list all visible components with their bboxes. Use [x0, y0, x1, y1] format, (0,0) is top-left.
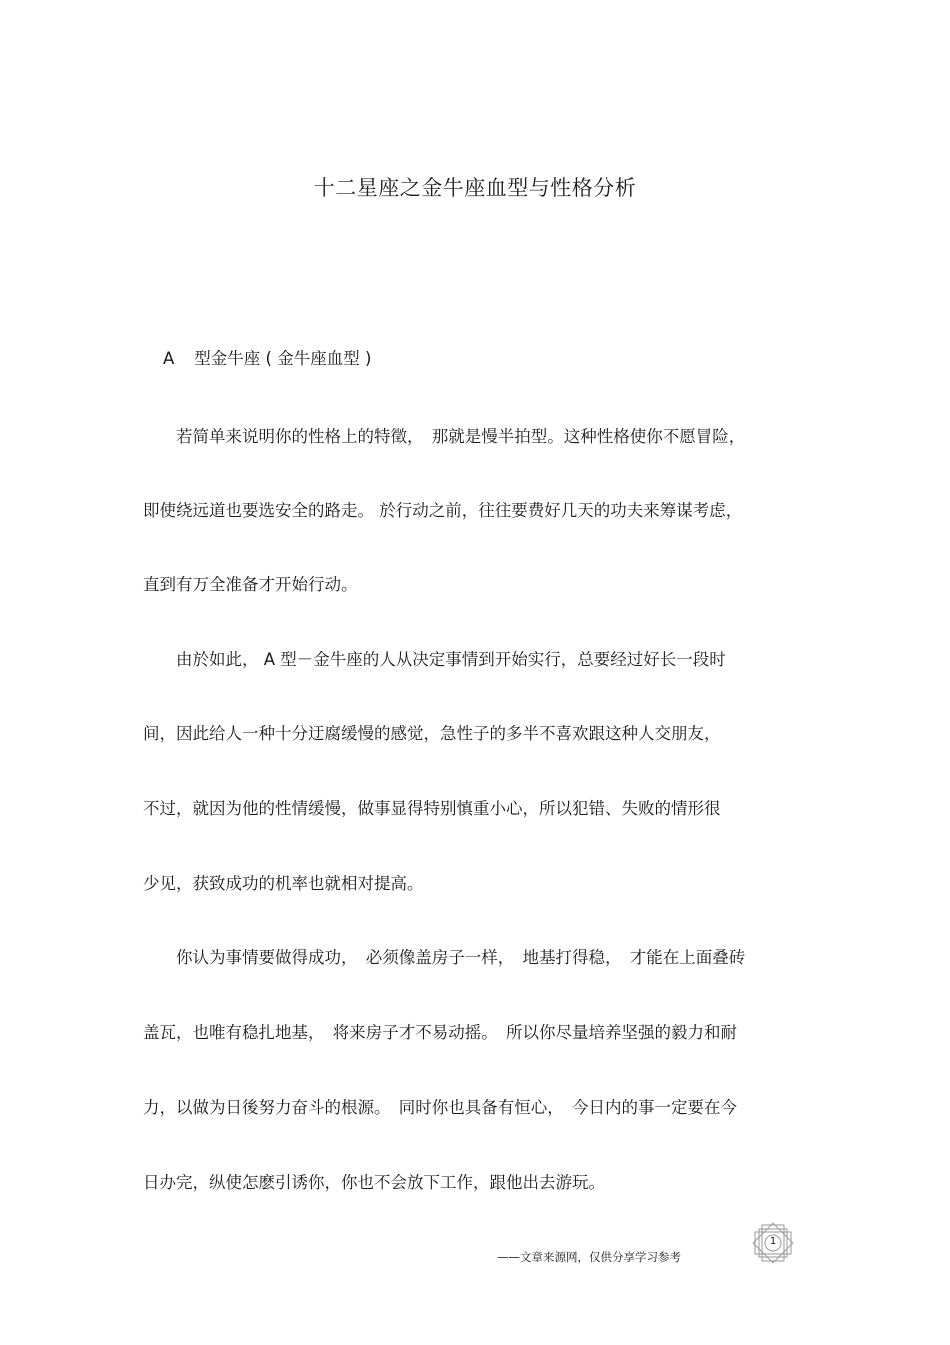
- body-line: 即使绕远道也要选安全的路走。 於行动之前，往往要费好几天的功夫来筹谋考虑，: [143, 501, 743, 520]
- body-line: 力，以做为日後努力奋斗的根源。 同时你也具备有恒心， 今日内的事一定要在今: [143, 1098, 737, 1117]
- body-line: 不过，就因为他的性情缓慢，做事显得特别慎重小心，所以犯错、失败的情形很: [143, 799, 721, 818]
- section-heading-text: 型金牛座 ( 金牛座血型 ): [194, 349, 372, 368]
- body-line: 由於如此， A 型－金牛座的人从决定事情到开始实行，总要经过好长一段时: [143, 650, 726, 669]
- body-line: 间，因此给人一种十分迂腐缓慢的感觉，急性子的多半不喜欢跟这种人交朋友，: [143, 724, 721, 743]
- body-line: 直到有万全准备才开始行动。: [143, 575, 358, 594]
- section-letter: A: [163, 349, 175, 368]
- page-number: 1: [769, 1236, 777, 1247]
- document-title: 十二星座之金牛座血型与性格分析: [313, 176, 637, 200]
- body-line: 日办完，纵使怎麽引诱你，你也不会放下工作，跟他出去游玩。: [143, 1173, 605, 1192]
- body-line: 盖瓦，也唯有稳扎地基， 将来房子才不易动摇。 所以你尽量培养坚强的毅力和耐: [143, 1023, 737, 1042]
- footer-source-note: ——文章来源网，仅供分享学习参考: [497, 1250, 681, 1264]
- body-line: 若简单来说明你的性格上的特徵， 那就是慢半拍型。这种性格使你不愿冒险，: [143, 427, 746, 446]
- section-heading: [163, 347, 371, 371]
- body-line: 少见，获致成功的机率也就相对提高。: [143, 874, 424, 893]
- body-line: 你认为事情要做得成功， 必须像盖房子一样， 地基打得稳， 才能在上面叠砖: [143, 948, 746, 967]
